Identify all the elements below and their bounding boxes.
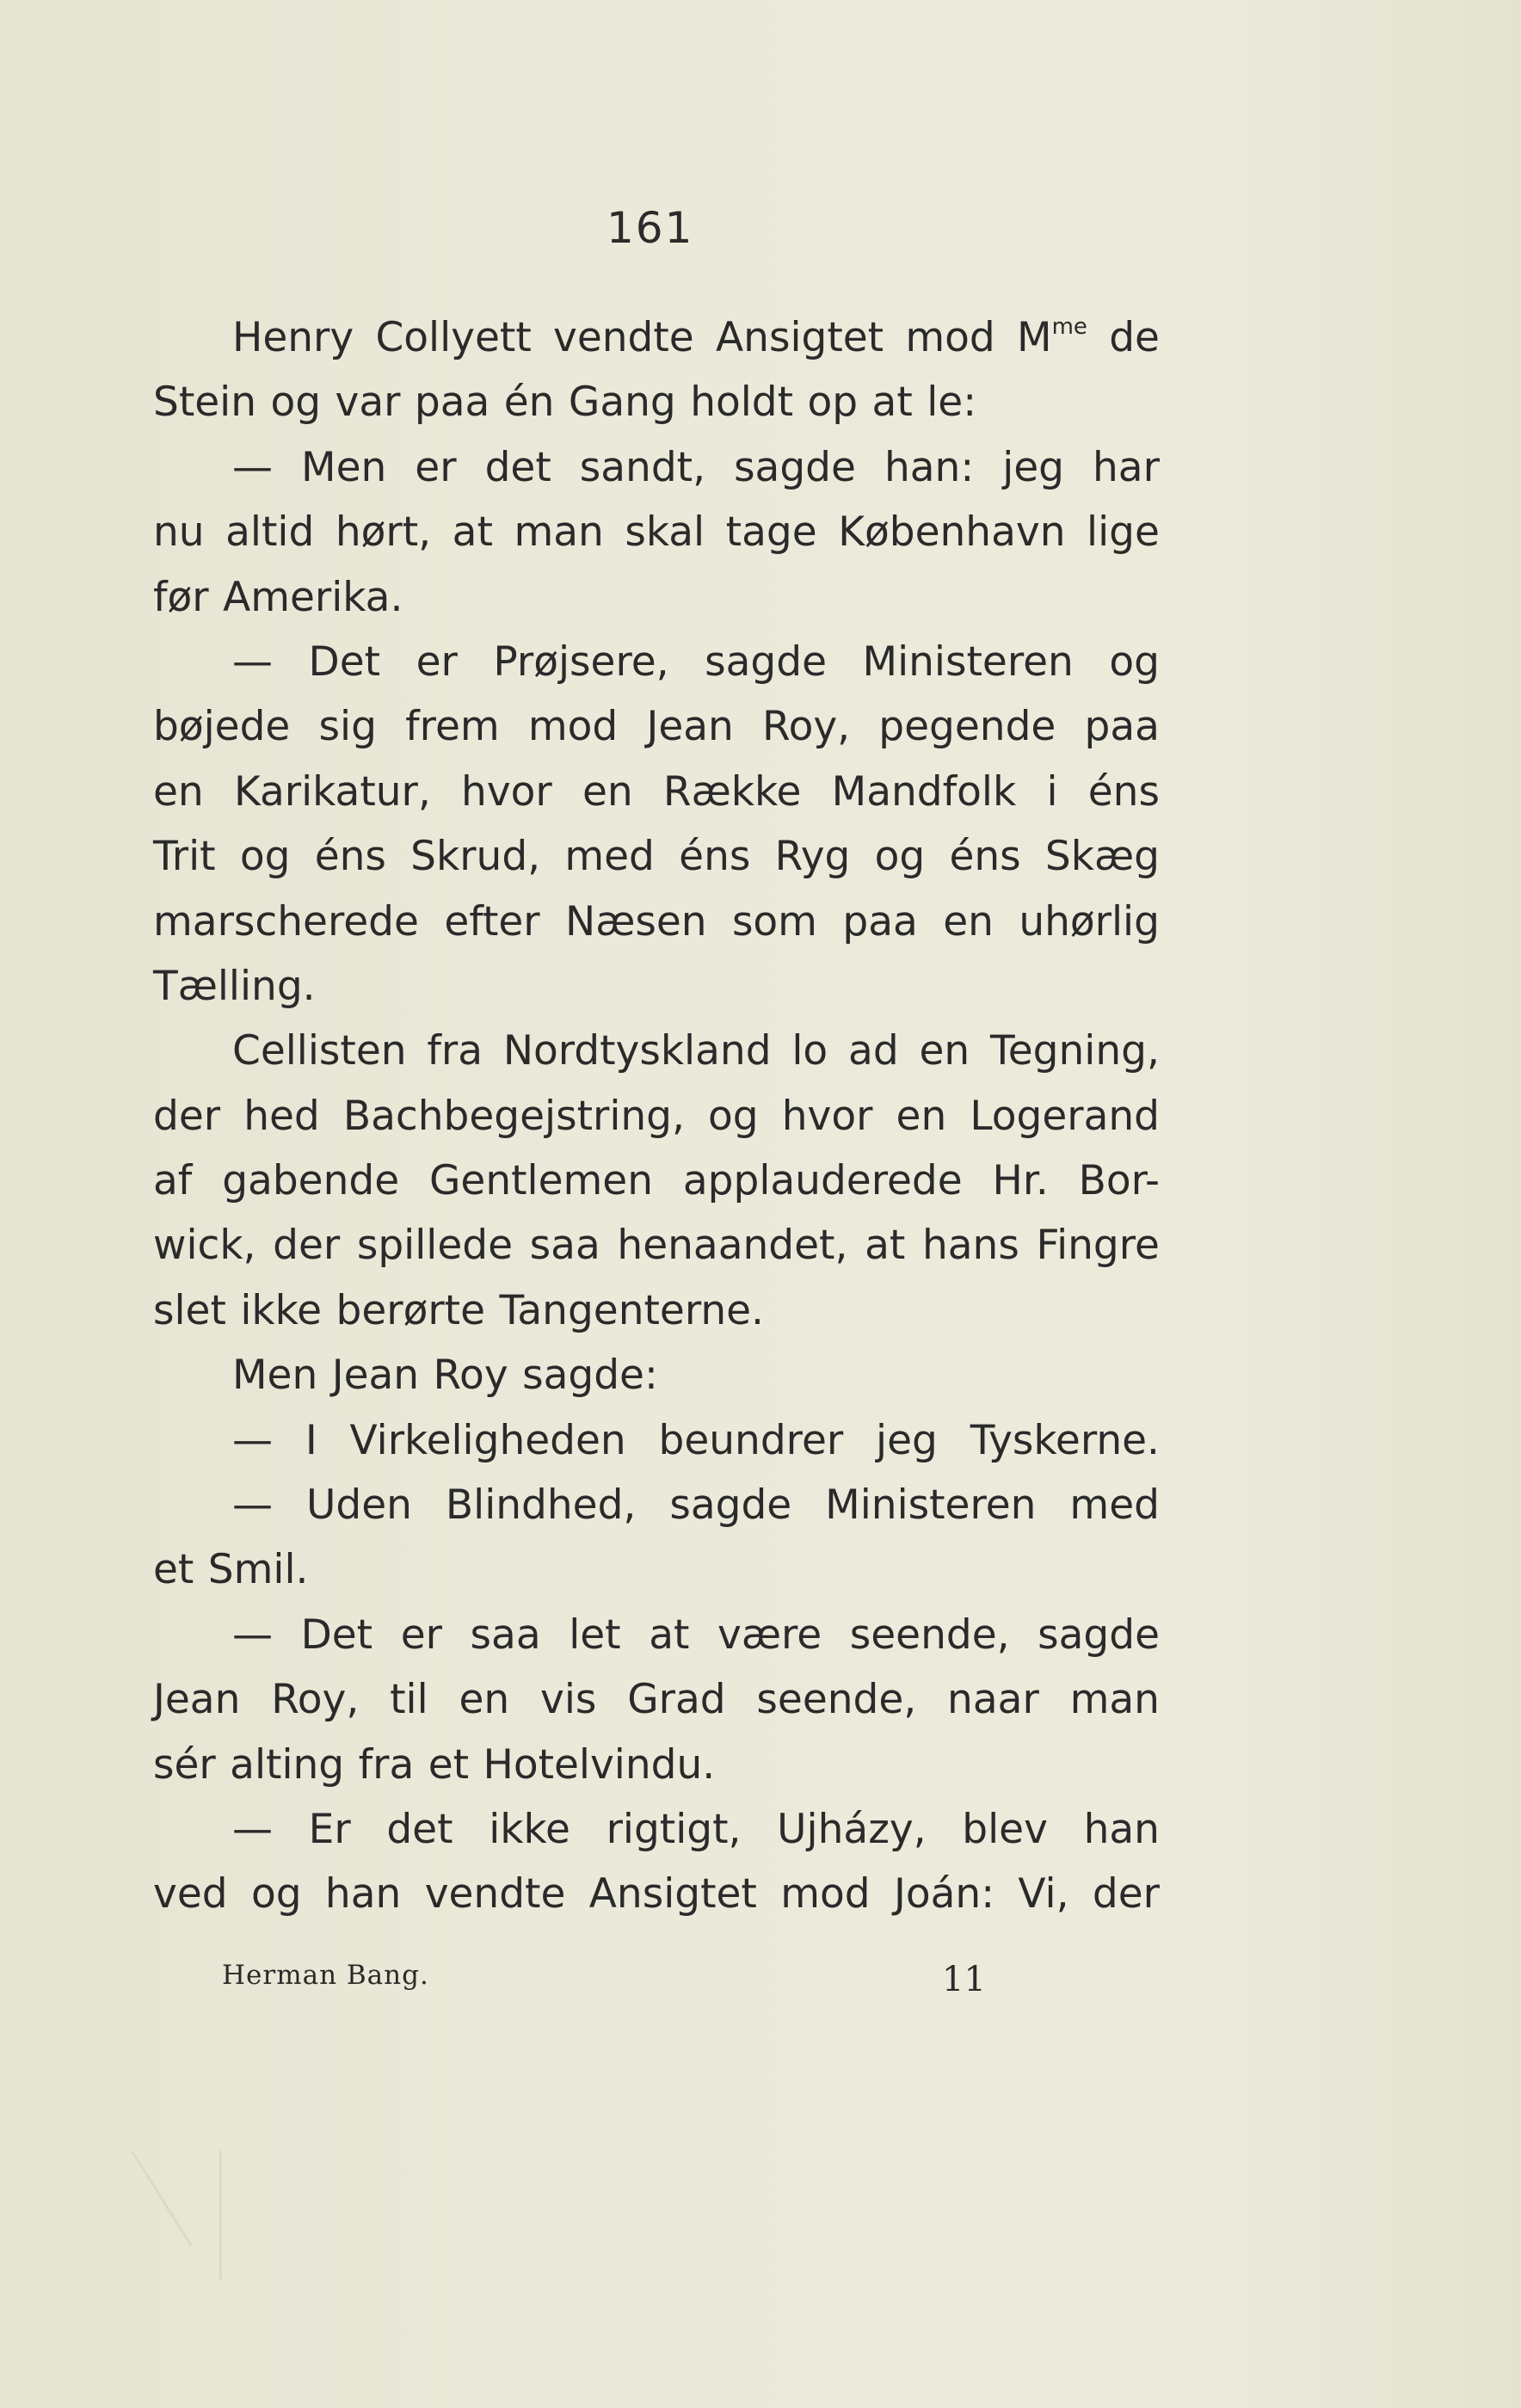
word: Roy, — [271, 1676, 360, 1724]
word: sig — [318, 703, 377, 751]
word: Er — [308, 1805, 351, 1853]
text-line — [153, 500, 1160, 564]
word: — — [232, 1805, 273, 1853]
word: hørt, — [335, 508, 432, 557]
word: være — [717, 1610, 822, 1659]
text-line — [153, 370, 1160, 434]
word: og — [250, 1870, 302, 1918]
word: paa — [1084, 703, 1160, 751]
word: Det — [300, 1610, 373, 1659]
word: ikke — [240, 1286, 323, 1334]
word: saa — [470, 1610, 541, 1659]
sheet-number: 11 — [942, 1960, 986, 1999]
word: — — [232, 443, 273, 491]
word: saa — [529, 1222, 600, 1270]
word: holdt — [690, 379, 794, 427]
text-line — [153, 1213, 1160, 1278]
word: det — [484, 443, 551, 491]
word: som — [731, 897, 817, 945]
text-line — [153, 1408, 1160, 1473]
word: de — [1109, 314, 1160, 361]
word: med — [564, 833, 655, 881]
word: og — [1109, 637, 1160, 686]
word: Mandfolk — [831, 767, 1017, 816]
word: sagde — [734, 443, 856, 491]
word: nu — [153, 508, 205, 557]
word: ved — [153, 1870, 228, 1918]
word: sagde: — [522, 1352, 658, 1400]
word: le: — [927, 379, 977, 427]
word: Hotelvindu. — [483, 1740, 716, 1789]
word: beundrer — [658, 1416, 844, 1464]
word: alting — [230, 1740, 345, 1789]
word: — — [232, 1416, 273, 1464]
word: Tegning, — [990, 1027, 1160, 1075]
word: mod — [527, 703, 619, 751]
word: med — [1069, 1481, 1160, 1530]
word: berørte — [336, 1286, 485, 1334]
word: éns — [679, 833, 751, 881]
word: Henry — [232, 314, 354, 361]
word: der — [153, 1092, 221, 1140]
body-text — [153, 305, 1160, 1927]
text-line — [153, 890, 1160, 954]
word: ad — [848, 1027, 899, 1075]
text-line — [153, 694, 1160, 759]
word: Roy, — [762, 703, 851, 751]
word: Skæg — [1044, 833, 1160, 881]
word: har — [1093, 443, 1160, 491]
word: sagde — [705, 637, 827, 686]
word: Men — [232, 1352, 318, 1400]
word: altid — [225, 508, 315, 557]
word: Hr. — [992, 1157, 1049, 1205]
word: Bor- — [1078, 1157, 1160, 1205]
text-line — [153, 1667, 1160, 1732]
word: er — [416, 637, 458, 686]
text-line — [153, 760, 1160, 824]
word: Roy — [433, 1352, 508, 1400]
word: henaandet, — [617, 1222, 848, 1270]
word: sandt, — [579, 443, 706, 491]
word: man — [1069, 1676, 1160, 1724]
text-line — [153, 1343, 1160, 1407]
superscript: me — [1051, 314, 1087, 340]
word: Vi, — [1018, 1870, 1069, 1918]
word: et — [153, 1546, 194, 1594]
word: Skrud, — [410, 833, 541, 881]
word: — — [232, 637, 273, 686]
word: fra — [358, 1740, 415, 1789]
word: én — [503, 379, 555, 427]
word: hans — [921, 1222, 1019, 1270]
word: lige — [1087, 508, 1160, 557]
word: vendte — [424, 1870, 566, 1918]
word: Tælling. — [153, 962, 316, 1010]
word: og — [874, 833, 926, 881]
word: er — [400, 1610, 442, 1659]
text-line — [153, 954, 1160, 1019]
word: mod — [905, 314, 995, 361]
word: København — [838, 508, 1066, 557]
word: ikke — [489, 1805, 570, 1853]
word: applauderede — [682, 1157, 963, 1205]
word: slet — [153, 1286, 226, 1334]
word: Jean — [646, 703, 734, 751]
word: han — [324, 1870, 402, 1918]
word: Uden — [305, 1481, 412, 1530]
word: at — [452, 508, 493, 557]
word: rigtigt, — [606, 1805, 742, 1853]
word: hvor — [461, 767, 552, 816]
word: før — [153, 573, 209, 621]
word: man — [514, 508, 604, 557]
word: der — [273, 1222, 341, 1270]
word: Collyett — [375, 314, 532, 361]
word: en — [582, 767, 633, 816]
word: Prøjsere, — [493, 637, 669, 686]
word: en — [943, 897, 994, 945]
word: éns — [1087, 767, 1160, 816]
text-line — [153, 1149, 1160, 1213]
text-line — [153, 435, 1160, 500]
text-line — [153, 1733, 1160, 1797]
text-line — [153, 1084, 1160, 1149]
word: blev — [962, 1805, 1048, 1853]
word: Jean — [331, 1352, 420, 1400]
word: en — [896, 1092, 947, 1140]
word: lo — [791, 1027, 828, 1075]
word: bøjede — [153, 703, 291, 751]
word: vis — [540, 1676, 597, 1724]
word: let — [569, 1610, 621, 1659]
word: i — [1046, 767, 1058, 816]
word: Næsen — [565, 897, 707, 945]
word: Ministeren — [862, 637, 1074, 686]
word: op — [807, 379, 859, 427]
text-line — [153, 1603, 1160, 1667]
text-line — [153, 1019, 1160, 1083]
text-line — [153, 1797, 1160, 1862]
word: Nordtyskland — [502, 1027, 772, 1075]
word: spillede — [356, 1222, 514, 1270]
text-line — [153, 1862, 1160, 1926]
word: Virkeligheden — [349, 1416, 626, 1464]
word: Ministeren — [825, 1481, 1037, 1530]
page-number: 161 — [607, 203, 694, 253]
word: éns — [949, 833, 1021, 881]
word: Ansigtet — [716, 314, 884, 361]
word: skal — [625, 508, 705, 557]
word: det — [386, 1805, 453, 1853]
word: Logerand — [970, 1092, 1160, 1140]
word: $M^{me}$ — [1017, 314, 1087, 361]
word: og — [239, 833, 291, 881]
text-line — [153, 565, 1160, 630]
word: var — [335, 379, 401, 427]
text-line — [153, 1537, 1160, 1602]
word: Fingre — [1036, 1222, 1160, 1270]
author-signature: Herman Bang. — [222, 1960, 429, 1991]
word: at — [871, 379, 913, 427]
word: sagde — [669, 1481, 792, 1530]
word: Grad — [627, 1676, 726, 1724]
text-line — [153, 305, 1160, 370]
word: han: — [884, 443, 975, 491]
word: Ryg — [774, 833, 851, 881]
word: tage — [725, 508, 817, 557]
text-line — [153, 824, 1160, 889]
word: at — [649, 1610, 690, 1659]
word: — — [232, 1481, 273, 1530]
word: Ujházy, — [777, 1805, 927, 1853]
word: en — [919, 1027, 970, 1075]
word: Ansigtet — [588, 1870, 757, 1918]
word: mod — [780, 1870, 871, 1918]
word: éns — [314, 833, 386, 881]
word: Stein — [153, 379, 257, 427]
word: vendte — [553, 314, 694, 361]
text-line — [153, 1473, 1160, 1537]
word: I — [305, 1416, 317, 1464]
word: sagde — [1038, 1610, 1160, 1659]
word: og — [708, 1092, 759, 1140]
word: fra — [427, 1027, 483, 1075]
word: Karikatur, — [233, 767, 431, 816]
word: jeg — [1002, 443, 1064, 491]
word: Jean — [153, 1676, 241, 1724]
word: at — [865, 1222, 906, 1270]
word: efter — [444, 897, 540, 945]
word: Gentlemen — [428, 1157, 653, 1205]
word: Joán: — [893, 1870, 995, 1918]
word: et — [428, 1740, 470, 1789]
word: Men — [301, 443, 387, 491]
text-line — [153, 630, 1160, 694]
word: — — [232, 1610, 273, 1659]
word: hvor — [781, 1092, 873, 1140]
text-line — [153, 1278, 1160, 1343]
word: der — [1092, 1870, 1160, 1918]
word: Række — [662, 767, 802, 816]
word: paa — [414, 379, 490, 427]
word: af — [153, 1157, 193, 1205]
word: sér — [153, 1740, 216, 1789]
word: uhørlig — [1019, 897, 1160, 945]
word: Tangenterne. — [499, 1286, 764, 1334]
word: seende, — [849, 1610, 1010, 1659]
word: Gang — [568, 379, 676, 427]
word: er — [415, 443, 457, 491]
word: Cellisten — [232, 1027, 407, 1075]
word: jeg — [876, 1416, 938, 1464]
word: hed — [243, 1092, 320, 1140]
word: Blindhed, — [445, 1481, 637, 1530]
word: og — [270, 379, 322, 427]
word: til — [390, 1676, 428, 1724]
word: marscherede — [153, 897, 419, 945]
word: Trit — [153, 833, 216, 881]
word: gabende — [222, 1157, 400, 1205]
word: Det — [308, 637, 381, 686]
word: pegende — [878, 703, 1056, 751]
word: Tyskerne. — [970, 1416, 1160, 1464]
word: frem — [405, 703, 500, 751]
word: en — [153, 767, 204, 816]
word: Bachbegejstring, — [342, 1092, 685, 1140]
word: Smil. — [207, 1546, 309, 1594]
word: Amerika. — [223, 573, 403, 621]
paper-crease-mark — [133, 2151, 222, 2280]
word: paa — [842, 897, 918, 945]
word: wick, — [153, 1222, 256, 1270]
word: naar — [947, 1676, 1039, 1724]
word: en — [459, 1676, 510, 1724]
word: han — [1083, 1805, 1160, 1853]
word: seende, — [756, 1676, 917, 1724]
